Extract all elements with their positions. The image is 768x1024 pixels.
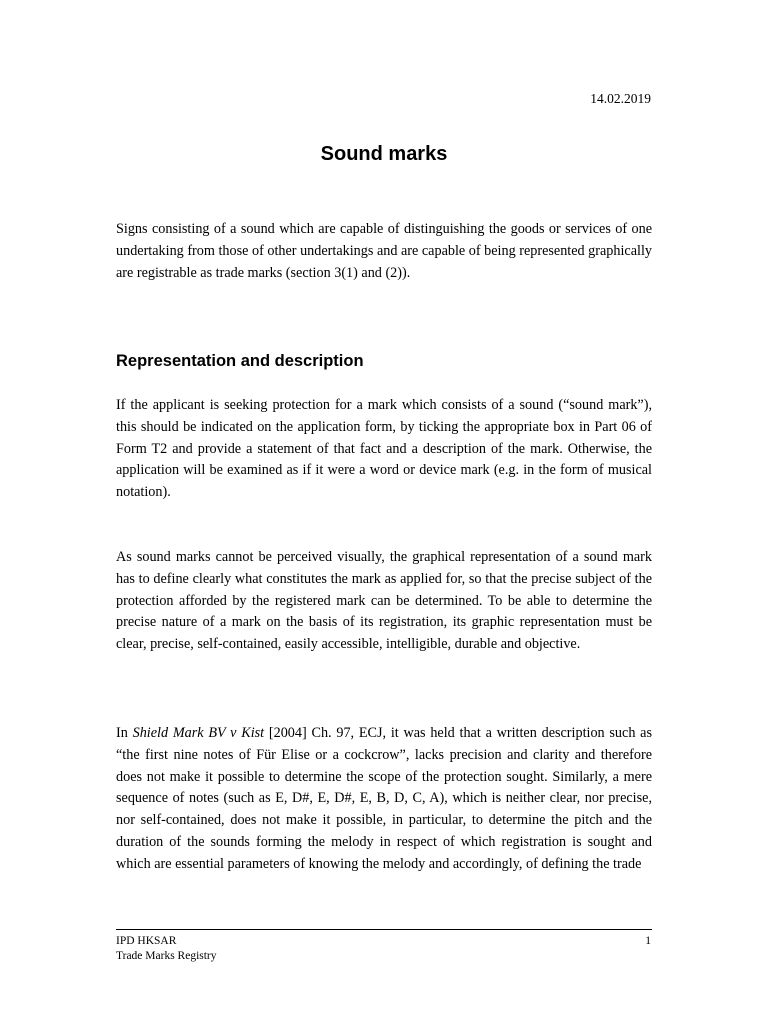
page-number: 1	[645, 935, 651, 947]
document-date: 14.02.2019	[590, 91, 651, 106]
intro-paragraph: Signs consisting of a sound which are capable of distinguishing the goods or services of one undertaking from those of other undertakings and are capable of being represented graphically are registrable as trade marks (section 3(1) and (2)).	[116, 221, 652, 281]
footer-info	[116, 934, 217, 964]
paragraph-case-law	[116, 723, 652, 876]
footer-divider	[116, 929, 652, 930]
footer-organisation: IPD HKSAR	[116, 935, 177, 947]
case-name: Shield Mark BV v Kist	[132, 725, 265, 741]
paragraph-graphical-representation: As sound marks cannot be perceived visually, the graphical representation of a sound mark has to define clearly what constitutes the mark as applied for, so that the precise subject of the protection afforded by the registered mark can be determined. To be able to determine the precise nature of a mark on the basis of its registration, its graphic representation must be clear, precise, self-contained, easily accessible, intelligible, durable and objective.	[116, 549, 652, 653]
paragraph-application-form: If the applicant is seeking protection for a mark which consists of a sound (“sound mark”), this should be indicated on the application form, by ticking the appropriate box in Part 06 of Form T2 and provide a statement of that fact and a description of the mark. Otherwise, the application will be examined as if it were a word or device mark (e.g. in the form of musical notation).	[116, 397, 652, 501]
page-title: Sound marks	[320, 143, 448, 165]
case-body-text: [2004] Ch. 97, ECJ, it was held that a written description such as “the first nine notes of Für Elise or a cockcrow”, lacks precision and clarity and therefore does not make it possible to determine the scope of the protection sought. Similarly, a mere sequence of notes (such as E, D#, E, D#, E, B, D, C, A), which is neither clear, nor precise, nor self-contained, does not make it possible, in particular, to determine the pitch and the duration of the sounds forming the melody in respect of which registration is sought and which are essential parameters of knowing the melody and accordingly, of defining the trade	[116, 725, 653, 872]
footer-department: Trade Marks Registry	[116, 950, 217, 962]
section-heading: Representation and description	[116, 352, 364, 370]
case-lead-text: In	[116, 725, 133, 741]
